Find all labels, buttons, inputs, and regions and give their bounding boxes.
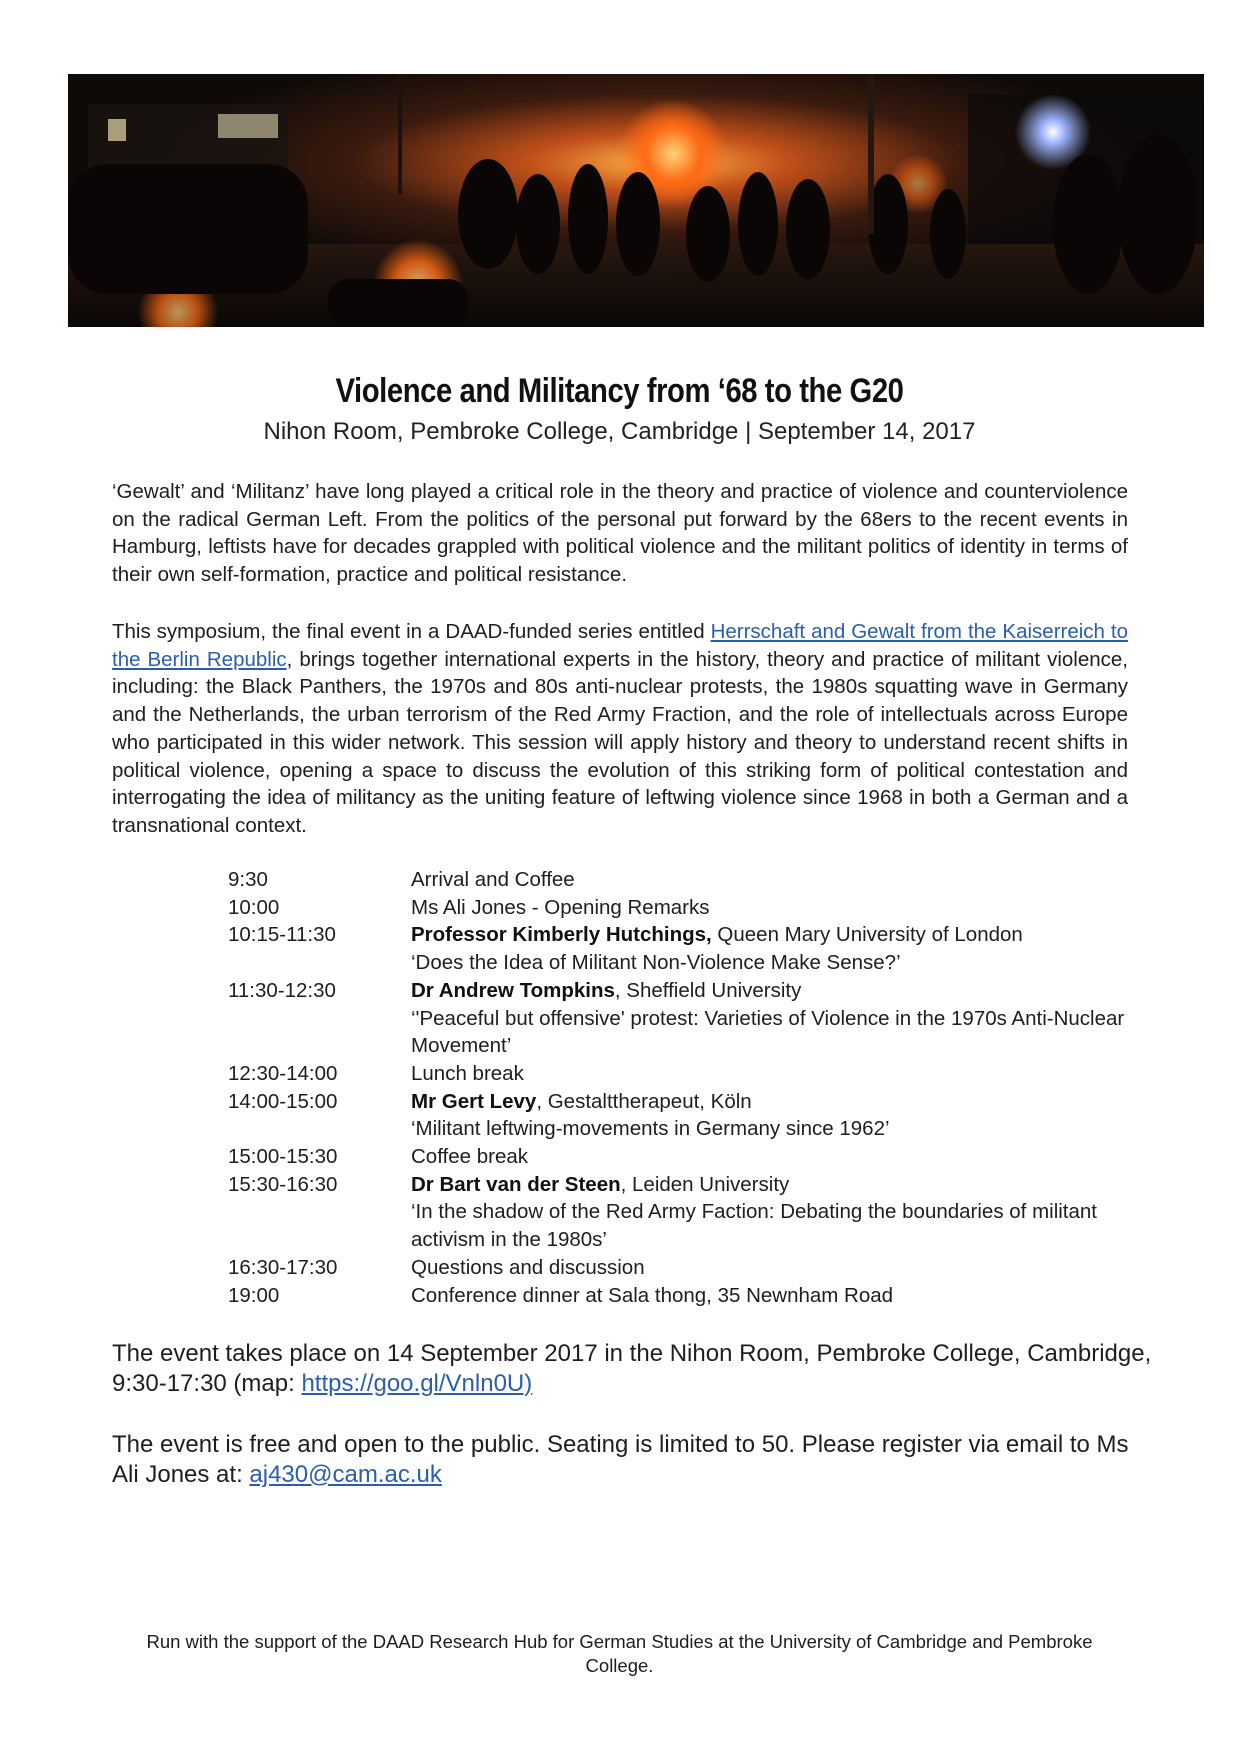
symposium-text-end: , brings together international experts in the history, theory and practice of militant violence, including: the Black Panthers, the 1970s and 80s anti-nuclear protests, the 1980s squatting wave in Germany and the Netherlands, the urban terrorism of the Red Army Fraction, and the role of intellectuals across Europe who participated in this wider network. This session will apply history and theory to understand recent shifts in political violence, opening a space to discuss the evolution of this striking form of political contestation and interrogating the idea of militancy as the uniting feature of leftwing violence since 1968 in both a German and a transnational context. bbox=[112, 647, 1128, 837]
schedule-text: Questions and discussion bbox=[411, 1255, 645, 1279]
schedule-text: , Sheffield University bbox=[614, 978, 802, 1002]
map-link[interactable]: https://goo.gl/Vnln0U) bbox=[301, 1369, 533, 1397]
schedule-time: 9:30 bbox=[228, 868, 268, 891]
schedule-speaker-line bbox=[411, 1088, 1128, 1116]
registration-paragraph bbox=[112, 1430, 1152, 1489]
header-photo bbox=[68, 74, 1204, 327]
schedule-speaker-line bbox=[411, 1171, 1128, 1199]
schedule-time: 12:30-14:00 bbox=[228, 1061, 338, 1085]
registration-text: The event is free and open to the public. Seating is limited to 50. Please register via email to Ms Ali Jones at: bbox=[112, 1431, 1129, 1488]
schedule-row bbox=[228, 1282, 1128, 1310]
schedule-table bbox=[228, 866, 1128, 1309]
schedule-description bbox=[411, 1254, 1128, 1282]
event-subtitle: Nihon Room, Pembroke College, Cambridge | September 14, 2017 bbox=[263, 418, 976, 445]
schedule-description bbox=[411, 1171, 1128, 1254]
schedule-text: , Gestalttherapeut, Köln bbox=[536, 1089, 752, 1113]
schedule-text: Lunch break bbox=[411, 1061, 524, 1085]
speaker-name: Dr Bart van der Steen bbox=[411, 1172, 621, 1196]
schedule-time: 16:30-17:30 bbox=[228, 1255, 338, 1279]
schedule-row bbox=[228, 1088, 1128, 1143]
schedule-text: Conference dinner at Sala thong, 35 Newnham Road bbox=[411, 1283, 894, 1307]
symposium-paragraph bbox=[112, 618, 1128, 840]
schedule-text: Arrival and Coffee bbox=[411, 868, 575, 891]
schedule-row bbox=[228, 921, 1128, 976]
riot-scene-image bbox=[68, 74, 1204, 327]
schedule-time: 10:15-11:30 bbox=[228, 923, 336, 947]
schedule-description bbox=[411, 1143, 1128, 1171]
schedule-time: 19:00 bbox=[228, 1283, 280, 1307]
schedule-speaker-line bbox=[411, 866, 1128, 894]
symposium-text-start: This symposium, the final event in a DAAD-funded series entitled bbox=[112, 620, 711, 643]
footer-note: Run with the support of the DAAD Research Hub for German Studies at the University of Cambridge and Pembroke College. bbox=[146, 1631, 1093, 1676]
venue-text: The event takes place on 14 September 2017 in the Nihon Room, Pembroke College, Cambridge, 9:30-17:30 (map: bbox=[112, 1340, 1152, 1397]
schedule-time: 11:30-12:30 bbox=[228, 978, 336, 1002]
schedule-row bbox=[228, 866, 1128, 894]
series-link[interactable]: Herrschaft and Gewalt from the Kaiserreich to the Berlin Republic bbox=[112, 620, 1129, 671]
talk-title: ‘In the shadow of the Red Army Faction: Debating the boundaries of militant activism in the 1980s’ bbox=[411, 1200, 1097, 1252]
schedule-row bbox=[228, 1254, 1128, 1282]
schedule-row bbox=[228, 1060, 1128, 1088]
intro-paragraph: ‘Gewalt’ and ‘Militanz’ have long played a critical role in the theory and practice of violence and counterviolence on the radical German Left. From the politics of the personal put forward by the 68ers to the recent events in Hamburg, leftists have for decades grappled with political violence and the militant politics of identity in terms of their own self-formation, practice and political resistance. bbox=[112, 480, 1128, 587]
schedule-description bbox=[411, 1088, 1128, 1143]
schedule-speaker-line bbox=[411, 921, 1128, 949]
schedule-time: 15:30-16:30 bbox=[228, 1172, 338, 1196]
event-title: Violence and Militancy from ‘68 to the G20 bbox=[335, 372, 904, 410]
schedule-description bbox=[411, 1060, 1128, 1088]
speaker-name: Professor Kimberly Hutchings, bbox=[411, 923, 712, 947]
schedule-speaker-line bbox=[411, 1143, 1128, 1171]
schedule-text: , Leiden University bbox=[620, 1172, 790, 1196]
schedule-description bbox=[411, 894, 1128, 922]
schedule-time: 15:00-15:30 bbox=[228, 1145, 338, 1169]
schedule-time: 14:00-15:00 bbox=[228, 1089, 338, 1113]
speaker-name: Dr Andrew Tompkins bbox=[411, 978, 615, 1002]
schedule-text: Ms Ali Jones - Opening Remarks bbox=[411, 895, 710, 919]
email-link[interactable]: aj430@cam.ac.uk bbox=[249, 1460, 442, 1488]
talk-title: ‘Militant leftwing-movements in Germany since 1962’ bbox=[411, 1117, 890, 1141]
schedule-row bbox=[228, 1143, 1128, 1171]
speaker-name: Mr Gert Levy bbox=[411, 1089, 537, 1113]
schedule-text: Coffee break bbox=[411, 1145, 529, 1169]
venue-paragraph bbox=[112, 1339, 1152, 1398]
schedule-speaker-line bbox=[411, 894, 1128, 922]
schedule-speaker-line bbox=[411, 977, 1128, 1005]
talk-title: ‘Does the Idea of Militant Non-Violence Make Sense?’ bbox=[411, 951, 901, 975]
schedule-speaker-line bbox=[411, 1282, 1128, 1310]
schedule-description bbox=[411, 921, 1128, 976]
schedule-row bbox=[228, 894, 1128, 922]
schedule-speaker-line bbox=[411, 1254, 1128, 1282]
schedule-description bbox=[411, 1282, 1128, 1310]
schedule-time: 10:00 bbox=[228, 895, 280, 919]
schedule-row bbox=[228, 977, 1128, 1060]
schedule-description bbox=[411, 977, 1128, 1060]
schedule-text: Queen Mary University of London bbox=[711, 923, 1023, 947]
schedule-description bbox=[411, 866, 1128, 894]
schedule-speaker-line bbox=[411, 1060, 1128, 1088]
schedule-row bbox=[228, 1171, 1128, 1254]
talk-title: ‘'Peaceful but offensive' protest: Varieties of Violence in the 1970s Anti-Nuclear Movement’ bbox=[411, 1006, 1125, 1058]
